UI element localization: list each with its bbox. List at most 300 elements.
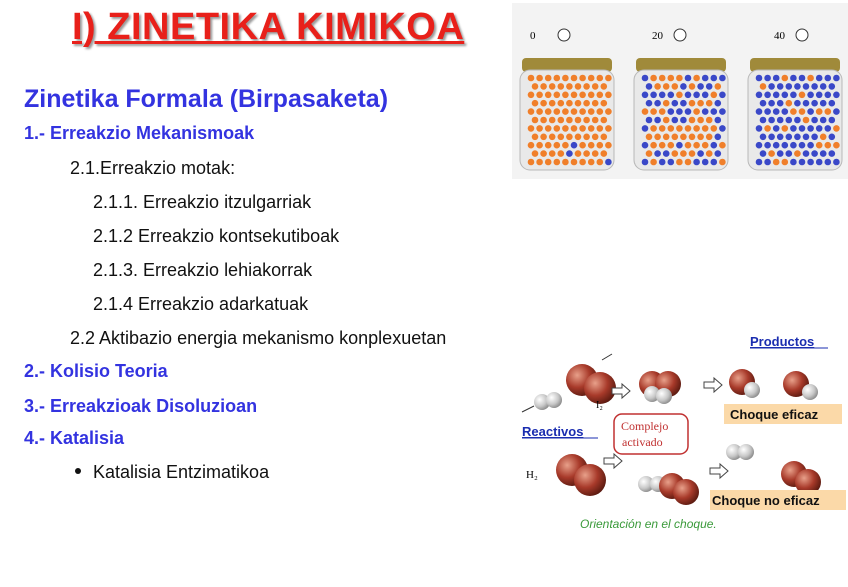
molecule-dot (562, 142, 569, 149)
molecule-dot (601, 150, 608, 157)
molecule-dot (642, 142, 649, 149)
molecule-dot (654, 134, 661, 141)
molecule-dot (693, 108, 700, 115)
molecule-dot (697, 134, 704, 141)
molecule-dot (715, 150, 722, 157)
molecule-dot (689, 100, 696, 107)
molecule-dot (790, 159, 797, 166)
jar-time-label: 20 (652, 30, 663, 42)
molecule-dot (693, 75, 700, 82)
molecule-dot (566, 83, 573, 90)
molecule-dot (592, 83, 599, 90)
molecule-dot (597, 75, 604, 82)
molecule-dot (540, 117, 547, 124)
molecule-dot (706, 150, 713, 157)
molecule-dot (536, 125, 543, 132)
molecule-dot (532, 134, 539, 141)
molecule-dot (579, 75, 586, 82)
molecule-dot (833, 108, 840, 115)
molecule-dot (650, 92, 657, 99)
molecule-dot (528, 142, 535, 149)
molecule-dot (799, 142, 806, 149)
molecule-dot (706, 100, 713, 107)
molecule-dot (549, 83, 556, 90)
h2-molecule-top (534, 392, 562, 410)
molecule-dot (689, 134, 696, 141)
molecule-dot (786, 117, 793, 124)
molecule-dot (782, 92, 789, 99)
arrow-icon (604, 454, 622, 468)
molecule-dot (566, 150, 573, 157)
molecule-dot (777, 150, 784, 157)
molecule-dot (719, 142, 726, 149)
molecule-dot (558, 83, 565, 90)
molecule-dot (786, 150, 793, 157)
molecule-dot (820, 150, 827, 157)
outline-item-2-1-3: 2.1.3. Erreakzio lehiakorrak (93, 260, 313, 280)
molecule-dot (676, 159, 683, 166)
molecule-dot (663, 150, 670, 157)
molecule-dot (697, 83, 704, 90)
molecule-dot (702, 142, 709, 149)
productos-label: Productos (750, 334, 815, 349)
molecule-dot (558, 100, 565, 107)
molecule-dot (676, 125, 683, 132)
molecule-dot (825, 108, 832, 115)
clock-icon (558, 29, 570, 41)
molecule-dot (799, 108, 806, 115)
molecule-dot (536, 92, 543, 99)
molecule-dot (540, 150, 547, 157)
molecule-dot (601, 134, 608, 141)
molecule-dot (825, 142, 832, 149)
molecule-dot (825, 75, 832, 82)
molecule-dot (562, 75, 569, 82)
molecule-dot (816, 159, 823, 166)
molecule-dot (764, 92, 771, 99)
molecule-dot (642, 92, 649, 99)
molecule-dot (646, 134, 653, 141)
molecule-dot (545, 92, 552, 99)
molecule-dot (689, 150, 696, 157)
molecule-dot (764, 125, 771, 132)
collision-orientation-figure (512, 330, 848, 540)
molecule-dot (816, 92, 823, 99)
molecule-dot (663, 134, 670, 141)
molecule-dot (592, 100, 599, 107)
molecule-dot (790, 75, 797, 82)
jar-2 (748, 29, 842, 170)
molecule-dot (685, 142, 692, 149)
molecule-dot (685, 75, 692, 82)
molecule-dot (711, 75, 718, 82)
molecule-dot (680, 150, 687, 157)
molecule-dot (601, 117, 608, 124)
molecule-dot (799, 159, 806, 166)
molecule-dot (807, 75, 814, 82)
jar-1 (634, 29, 728, 170)
molecule-dot (816, 75, 823, 82)
molecule-dot (528, 159, 535, 166)
molecule-dot (668, 75, 675, 82)
molecule-dot (685, 125, 692, 132)
molecule-dot (711, 92, 718, 99)
molecule-dot (588, 108, 595, 115)
molecule-dot (820, 134, 827, 141)
molecule-dot (597, 92, 604, 99)
molecule-dot (566, 134, 573, 141)
molecule-dot (760, 100, 767, 107)
jar-time-label: 40 (774, 30, 785, 42)
molecule-dot (768, 150, 775, 157)
molecule-dot (689, 117, 696, 124)
molecule-dot (571, 125, 578, 132)
molecule-dot (719, 159, 726, 166)
molecule-dot (588, 159, 595, 166)
molecule-dot (719, 92, 726, 99)
molecule-dot (711, 125, 718, 132)
molecule-dot (782, 125, 789, 132)
molecule-dot (706, 117, 713, 124)
molecule-dot (579, 92, 586, 99)
molecule-dot (672, 83, 679, 90)
molecule-dot (668, 108, 675, 115)
molecule-dot (711, 142, 718, 149)
molecule-dot (650, 75, 657, 82)
outline-item-2-1-1: 2.1.1. Erreakzio itzulgarriak (93, 192, 312, 212)
molecule-dot (579, 159, 586, 166)
molecule-dot (672, 134, 679, 141)
molecule-dot (562, 108, 569, 115)
molecule-dot (790, 125, 797, 132)
complejo-line1: Complejo (621, 419, 669, 433)
molecule-dot (659, 142, 666, 149)
molecule-dot (756, 125, 763, 132)
molecule-dot (693, 142, 700, 149)
molecule-dot (715, 100, 722, 107)
jar-time-label: 0 (530, 30, 536, 42)
unchanged-bottom (726, 444, 821, 495)
molecule-dot (715, 117, 722, 124)
molecule-dot (558, 150, 565, 157)
outline-bullet-item (75, 462, 269, 483)
molecule-dot (680, 83, 687, 90)
molecule-dot (532, 100, 539, 107)
molecule-dot (786, 134, 793, 141)
molecule-dot (528, 75, 535, 82)
molecule-dot (536, 159, 543, 166)
molecule-dot (575, 117, 582, 124)
molecule-dot (676, 142, 683, 149)
molecule-dot (833, 92, 840, 99)
molecule-dot (768, 100, 775, 107)
outline-item-2-1-4: 2.1.4 Erreakzio adarkatuak (93, 294, 309, 314)
molecule-dot (816, 125, 823, 132)
molecule-dot (592, 134, 599, 141)
molecule-dot (825, 125, 832, 132)
molecule-dot (528, 125, 535, 132)
molecule-dot (711, 108, 718, 115)
molecule-dot (597, 159, 604, 166)
molecule-dot (646, 83, 653, 90)
molecule-dot (575, 150, 582, 157)
molecule-dot (799, 92, 806, 99)
molecule-dot (773, 142, 780, 149)
molecule-dot (545, 142, 552, 149)
molecule-dot (601, 100, 608, 107)
molecule-dot (588, 125, 595, 132)
molecule-dot (676, 92, 683, 99)
molecule-dot (605, 142, 612, 149)
molecule-dot (668, 159, 675, 166)
molecule-dot (650, 159, 657, 166)
molecule-dot (685, 108, 692, 115)
molecule-dot (680, 117, 687, 124)
molecule-dot (528, 108, 535, 115)
molecule-dot (540, 83, 547, 90)
molecule-dot (592, 117, 599, 124)
molecule-dot (650, 125, 657, 132)
molecule-dot (773, 108, 780, 115)
jar-0 (520, 29, 614, 170)
molecule-dot (672, 100, 679, 107)
molecule-dot (790, 142, 797, 149)
molecule-dot (820, 100, 827, 107)
molecule-dot (715, 134, 722, 141)
molecule-dot (820, 117, 827, 124)
arrow-icon (704, 378, 722, 392)
molecule-dot (583, 134, 590, 141)
molecule-dot (825, 92, 832, 99)
molecule-dot (829, 134, 836, 141)
molecule-dot (794, 134, 801, 141)
molecule-dot (756, 92, 763, 99)
molecule-dot (562, 125, 569, 132)
molecule-dot (672, 117, 679, 124)
molecule-dot (803, 117, 810, 124)
molecule-dot (816, 142, 823, 149)
molecule-dot (549, 117, 556, 124)
molecule-dot (807, 108, 814, 115)
molecule-dot (676, 75, 683, 82)
molecule-dot (592, 150, 599, 157)
molecule-dot (545, 159, 552, 166)
molecule-dot (579, 142, 586, 149)
outline-item-2: 2.- Kolisio Teoria (24, 361, 168, 381)
molecule-dot (583, 150, 590, 157)
molecule-dot (532, 117, 539, 124)
molecule-dot (702, 125, 709, 132)
molecule-dot (777, 100, 784, 107)
molecule-dot (668, 125, 675, 132)
outline-item-2-1-2: 2.1.2 Erreakzio kontsekutiboak (93, 226, 340, 246)
molecule-dot (764, 142, 771, 149)
molecule-dot (760, 117, 767, 124)
outline-item-1: 1.- Erreakzio Mekanismoak (24, 123, 255, 143)
molecule-dot (833, 125, 840, 132)
molecule-dot (642, 125, 649, 132)
i2-molecule-bottom (556, 454, 606, 496)
molecule-dot (554, 108, 561, 115)
molecule-dot (782, 108, 789, 115)
outline-item-3: 3.- Erreakzioak Disoluzioan (24, 396, 258, 416)
molecule-dot (794, 100, 801, 107)
molecule-dot (777, 134, 784, 141)
molecule-dot (799, 75, 806, 82)
molecule-dot (786, 83, 793, 90)
molecule-dot (711, 159, 718, 166)
molecule-dot (768, 117, 775, 124)
molecule-dot (659, 75, 666, 82)
molecule-dot (756, 108, 763, 115)
molecule-dot (756, 142, 763, 149)
molecule-dot (536, 75, 543, 82)
molecule-dot (719, 75, 726, 82)
molecule-dot (693, 159, 700, 166)
molecule-dot (536, 142, 543, 149)
molecule-dot (646, 100, 653, 107)
molecule-dot (794, 83, 801, 90)
molecule-dot (571, 108, 578, 115)
molecule-dot (773, 125, 780, 132)
molecule-dot (811, 134, 818, 141)
outline-item-2-2: 2.2 Aktibazio energia mekanismo konplexuetan (70, 328, 447, 348)
molecule-dot (571, 92, 578, 99)
molecule-dot (545, 75, 552, 82)
molecule-dot (532, 150, 539, 157)
molecule-dot (790, 92, 797, 99)
molecule-dot (668, 92, 675, 99)
molecule-dot (764, 75, 771, 82)
molecule-dot (820, 83, 827, 90)
molecule-dot (575, 134, 582, 141)
molecule-dot (654, 117, 661, 124)
molecule-dot (654, 100, 661, 107)
molecule-dot (782, 142, 789, 149)
molecule-dot (811, 117, 818, 124)
molecule-dot (605, 125, 612, 132)
molecule-dot (807, 92, 814, 99)
molecule-dot (659, 125, 666, 132)
molecule-dot (676, 108, 683, 115)
molecule-dot (554, 92, 561, 99)
reaction-jars-figure (512, 3, 848, 179)
molecule-dot (715, 83, 722, 90)
bullet-label: Katalisia Entzimatikoa (93, 462, 270, 482)
molecule-dot (571, 159, 578, 166)
molecule-dot (588, 142, 595, 149)
molecule-dot (825, 159, 832, 166)
molecule-dot (562, 92, 569, 99)
molecule-dot (693, 125, 700, 132)
molecule-dot (597, 108, 604, 115)
molecule-dot (588, 75, 595, 82)
molecule-dot (685, 159, 692, 166)
molecule-dot (558, 134, 565, 141)
molecule-dot (719, 108, 726, 115)
molecule-dot (566, 100, 573, 107)
molecule-dot (562, 159, 569, 166)
molecule-dot (672, 150, 679, 157)
molecule-dot (811, 100, 818, 107)
molecule-dot (566, 117, 573, 124)
molecule-dot (536, 108, 543, 115)
molecule-dot (773, 75, 780, 82)
clock-icon (674, 29, 686, 41)
molecule-dot (659, 92, 666, 99)
molecule-dot (702, 108, 709, 115)
molecule-dot (532, 83, 539, 90)
molecule-dot (554, 75, 561, 82)
molecule-dot (545, 125, 552, 132)
reactivos-label: Reactivos (522, 424, 584, 439)
molecule-dot (642, 159, 649, 166)
figure-caption: Orientación en el choque. (580, 517, 717, 531)
i2-label: I₂ (596, 400, 603, 411)
molecule-dot (773, 159, 780, 166)
molecule-dot (680, 134, 687, 141)
molecule-dot (554, 142, 561, 149)
molecule-dot (583, 100, 590, 107)
slide-title: I) ZINETIKA KIMIKOA (72, 6, 465, 48)
molecule-dot (697, 117, 704, 124)
molecule-dot (777, 83, 784, 90)
outline-item-2-1: 2.1.Erreakzio motak: (70, 158, 236, 178)
molecule-dot (811, 150, 818, 157)
i2-molecule-top (566, 364, 616, 404)
molecule-dot (685, 92, 692, 99)
molecule-dot (650, 142, 657, 149)
molecule-dot (583, 83, 590, 90)
molecule-dot (601, 83, 608, 90)
molecule-dot (799, 125, 806, 132)
molecule-dot (807, 125, 814, 132)
molecule-dot (540, 100, 547, 107)
molecule-dot (768, 134, 775, 141)
molecule-dot (833, 159, 840, 166)
outline-item-4: 4.- Katalisia (24, 428, 125, 448)
molecule-dot (829, 150, 836, 157)
molecule-dot (756, 159, 763, 166)
molecule-dot (764, 108, 771, 115)
molecule-dot (597, 142, 604, 149)
molecule-dot (583, 117, 590, 124)
molecule-dot (558, 117, 565, 124)
molecule-dot (689, 83, 696, 90)
molecule-dot (549, 134, 556, 141)
molecule-dot (803, 100, 810, 107)
arrow-icon (710, 464, 728, 478)
collision-bottom (638, 473, 699, 505)
molecule-dot (811, 83, 818, 90)
molecule-dot (807, 142, 814, 149)
molecule-dot (777, 117, 784, 124)
molecule-dot (833, 75, 840, 82)
molecule-dot (760, 83, 767, 90)
molecule-dot (702, 92, 709, 99)
molecule-dot (786, 100, 793, 107)
molecule-dot (706, 134, 713, 141)
molecule-dot (663, 100, 670, 107)
molecule-dot (646, 150, 653, 157)
molecule-dot (768, 83, 775, 90)
molecule-dot (579, 125, 586, 132)
molecule-dot (702, 159, 709, 166)
molecule-dot (760, 134, 767, 141)
molecule-dot (597, 125, 604, 132)
molecule-dot (706, 83, 713, 90)
molecule-dot (605, 108, 612, 115)
